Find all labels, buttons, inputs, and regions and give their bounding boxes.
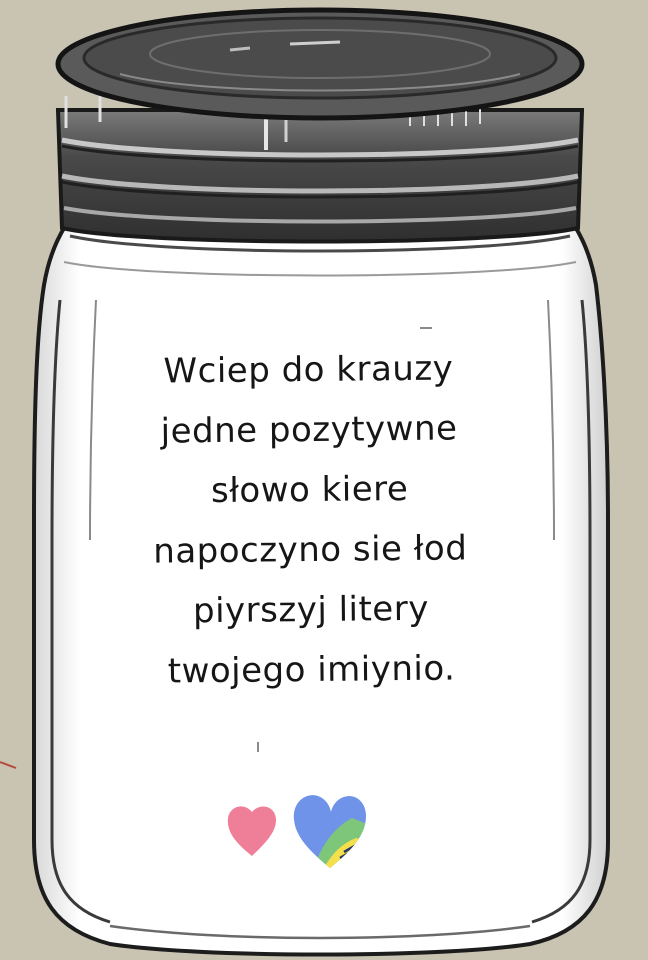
jar-lid <box>58 10 582 242</box>
message-line-5: piyrszyj litery <box>192 588 430 632</box>
message-line-2: jedne pozytywne <box>160 408 458 452</box>
message-line-1: Wciep do krauzy <box>163 348 454 392</box>
message-line-6: twojego imiynio. <box>167 648 456 692</box>
message-line-4: napoczyno sie łod <box>153 528 468 572</box>
message-line-3: słowo kiere <box>210 468 409 512</box>
handwritten-message <box>98 338 522 702</box>
